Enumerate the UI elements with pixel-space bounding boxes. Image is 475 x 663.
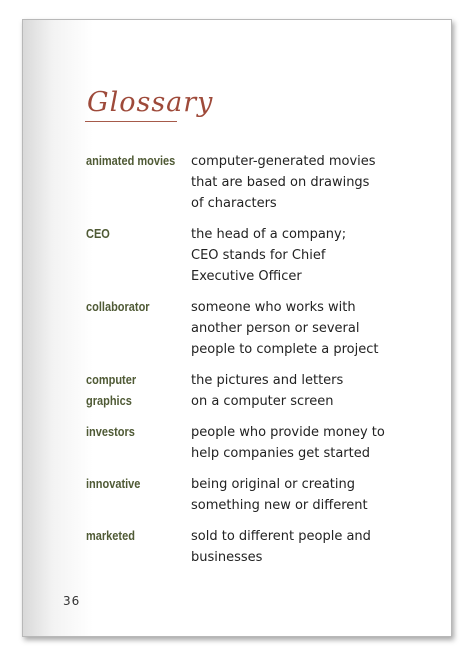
glossary-entry — [86, 224, 426, 287]
glossary-term: CEO — [86, 227, 110, 241]
glossary-term: investors — [86, 425, 135, 439]
glossary-entry — [86, 151, 426, 214]
glossary-definition: someone who works with another person or several people to complete a project — [191, 300, 379, 357]
glossary-term: innovative — [86, 477, 141, 491]
glossary-definition: being original or creating something new or different — [191, 477, 368, 513]
glossary-definition: people who provide money to help companies get started — [191, 425, 385, 461]
glossary-list — [86, 151, 426, 578]
glossary-title: Glossary — [87, 87, 214, 118]
glossary-term: animated movies — [86, 154, 176, 168]
glossary-entry — [86, 370, 426, 412]
glossary-entry — [86, 297, 426, 360]
glossary-entry — [86, 526, 426, 568]
glossary-entry — [86, 474, 426, 516]
glossary-definition: the head of a company; CEO stands for Chief Executive Officer — [191, 227, 347, 284]
glossary-term: computer graphics — [86, 373, 137, 408]
glossary-definition: the pictures and letters on a computer screen — [191, 373, 344, 409]
title-underline — [85, 121, 177, 122]
book-page — [22, 19, 452, 637]
glossary-definition: sold to different people and businesses — [191, 529, 371, 565]
glossary-definition: computer-generated movies that are based on drawings of characters — [191, 154, 376, 211]
glossary-term: marketed — [86, 529, 135, 543]
page-number: 36 — [63, 594, 81, 608]
glossary-term: collaborator — [86, 300, 150, 314]
glossary-entry — [86, 422, 426, 464]
